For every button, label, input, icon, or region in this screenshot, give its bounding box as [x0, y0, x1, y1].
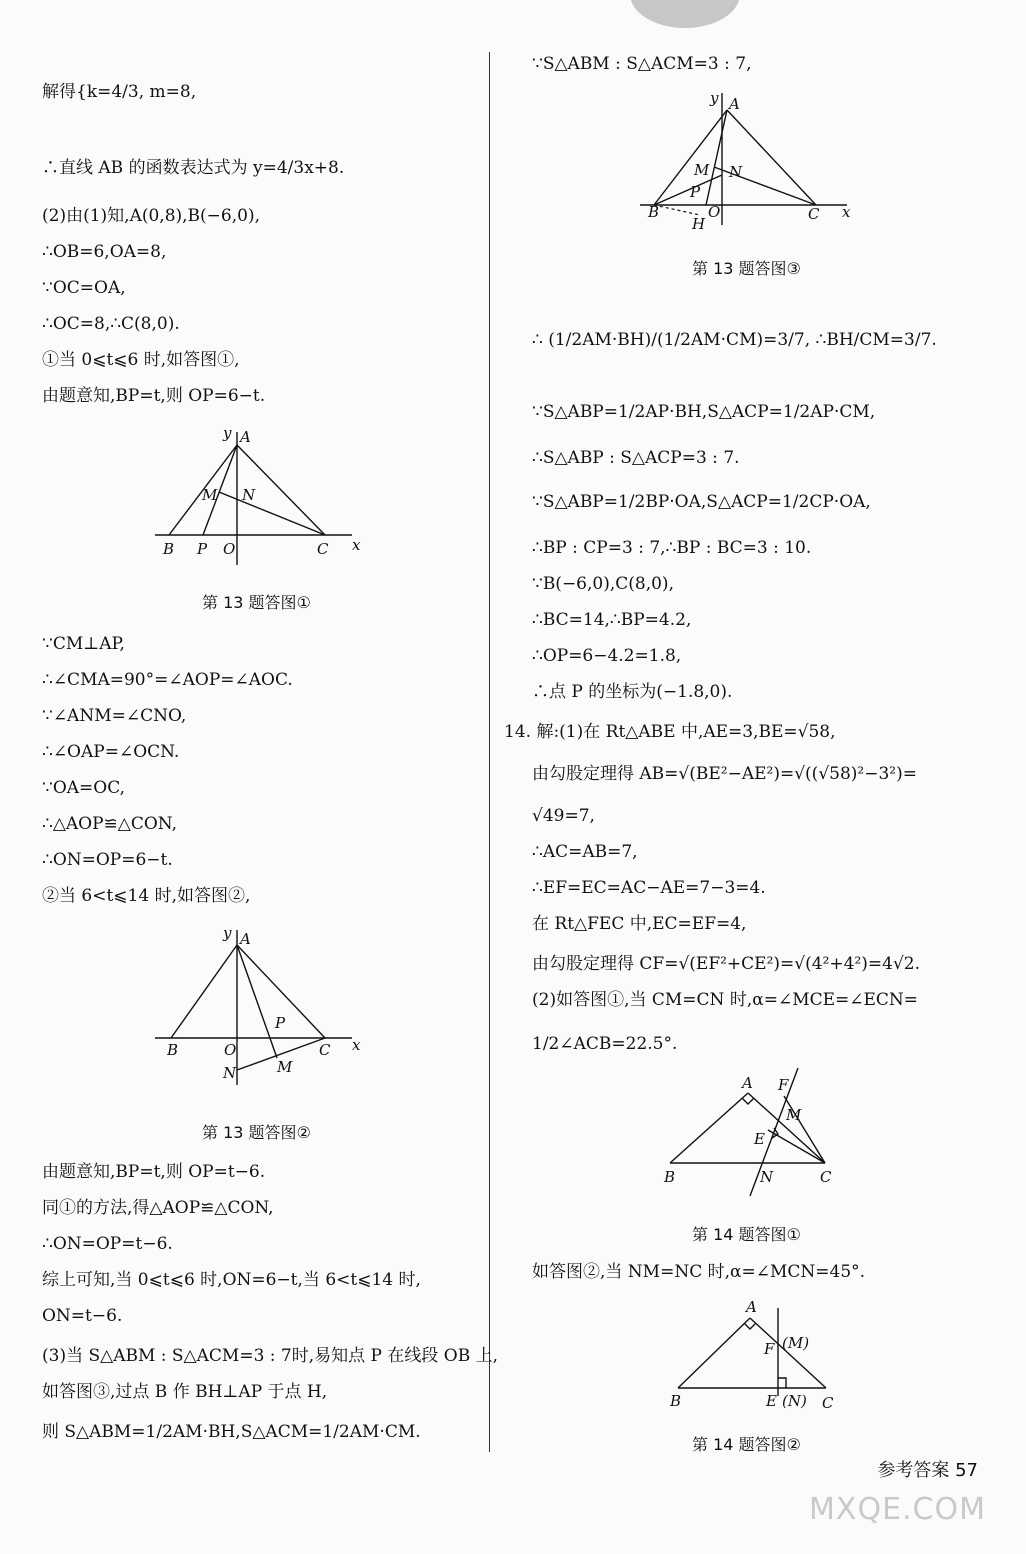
- label-A: A: [240, 428, 251, 446]
- label-A: A: [742, 1074, 753, 1092]
- text-line: ∴OC=8,∴C(8,0).: [42, 314, 180, 334]
- top-decoration: [630, 0, 740, 28]
- label-N: N: [242, 486, 256, 504]
- figure-14-1: [660, 1068, 860, 1198]
- text-line: ①当 0⩽t⩽6 时,如答图①,: [42, 350, 240, 370]
- text-line: ∴AC=AB=7,: [532, 842, 638, 862]
- text-line: ∴S△ABP : S△ACP=3 : 7.: [532, 448, 740, 468]
- text-line: ∵OA=OC,: [42, 778, 126, 798]
- text-line: √49=7,: [532, 806, 595, 826]
- label-C: C: [820, 1168, 832, 1186]
- label-C: C: [822, 1394, 834, 1412]
- text-line: 由题意知,BP=t,则 OP=t−6.: [42, 1162, 266, 1182]
- label-B: B: [670, 1392, 682, 1410]
- text-line: ∴点 P 的坐标为(−1.8,0).: [532, 682, 733, 702]
- text-line: 同①的方法,得△AOP≌△CON,: [42, 1198, 274, 1218]
- label-H: H: [692, 215, 706, 233]
- text-line: ∴ON=OP=6−t.: [42, 850, 173, 870]
- label-B: B: [648, 203, 660, 221]
- text-line: ∴∠CMA=90°=∠AOP=∠AOC.: [42, 670, 293, 690]
- text-line: 则 S△ABM=1/2AM·BH,S△ACM=1/2AM·CM.: [42, 1422, 421, 1442]
- text-line: 在 Rt△FEC 中,EC=EF=4,: [532, 914, 747, 934]
- page-footer: 参考答案 57: [877, 1460, 978, 1481]
- caption: 第 13 题答图①: [202, 593, 311, 612]
- label-x: x: [842, 203, 851, 221]
- text-line: 由勾股定理得 CF=√(EF²+CE²)=√(4²+4²)=4√2.: [532, 954, 921, 974]
- label-P: P: [690, 183, 701, 201]
- text-line: ∵S△ABP=1/2AP·BH,S△ACP=1/2AP·CM,: [532, 402, 876, 422]
- text-line: 如答图②,当 NM=NC 时,α=∠MCN=45°.: [532, 1262, 866, 1282]
- text-line: ∵B(−6,0),C(8,0),: [532, 574, 674, 594]
- label-x: x: [352, 536, 361, 554]
- label-P: P: [197, 540, 208, 558]
- text-line: ∴BP : CP=3 : 7,∴BP : BC=3 : 10.: [532, 538, 812, 558]
- label-A: A: [240, 930, 251, 948]
- label-N: N: [223, 1064, 237, 1082]
- label-y: y: [223, 924, 232, 942]
- text-line: ∵OC=OA,: [42, 278, 126, 298]
- text-line: ∴ (1/2AM·BH)/(1/2AM·CM)=3/7, ∴BH/CM=3/7.: [532, 330, 937, 350]
- text-line: ∴OB=6,OA=8,: [42, 242, 167, 262]
- label-M: (M): [782, 1334, 810, 1352]
- label-N: N: [729, 163, 743, 181]
- text-line: ∴直线 AB 的函数表达式为 y=4/3x+8.: [42, 158, 345, 178]
- label-C: C: [808, 205, 820, 223]
- text-line: ②当 6<t⩽14 时,如答图②,: [42, 886, 251, 906]
- figure-13-3: [632, 85, 872, 235]
- text-line: 如答图③,过点 B 作 BH⊥AP 于点 H,: [42, 1382, 328, 1402]
- text-line: ∵CM⊥AP,: [42, 634, 125, 654]
- label-A: A: [746, 1298, 757, 1316]
- label-M: M: [694, 161, 710, 179]
- watermark: MXQE.COM: [809, 1492, 986, 1527]
- text-line: 1/2∠ACB=22.5°.: [532, 1034, 678, 1054]
- text-line: (3)当 S△ABM : S△ACM=3 : 7时,易知点 P 在线段 OB 上,: [42, 1346, 499, 1366]
- text-line: ∵S△ABP=1/2BP·OA,S△ACP=1/2CP·OA,: [532, 492, 871, 512]
- caption: 第 13 题答图③: [692, 259, 801, 278]
- text-line: ∴∠OAP=∠OCN.: [42, 742, 180, 762]
- label-y: y: [710, 89, 719, 107]
- label-M: M: [786, 1106, 802, 1124]
- text-line: ∴BC=14,∴BP=4.2,: [532, 610, 692, 630]
- text-line: 14. 解:(1)在 Rt△ABE 中,AE=3,BE=√58,: [504, 722, 836, 742]
- caption: 第 14 题答图②: [692, 1435, 801, 1454]
- text-line: ∴OP=6−4.2=1.8,: [532, 646, 682, 666]
- text-line: ∵S△ABM : S△ACM=3 : 7,: [532, 54, 752, 74]
- text-line: 解得{k=4/3, m=8,: [42, 82, 197, 102]
- label-N: N: [760, 1168, 774, 1186]
- label-A: A: [729, 95, 740, 113]
- text-line: 由题意知,BP=t,则 OP=6−t.: [42, 386, 266, 406]
- figure-14-2: [670, 1296, 850, 1416]
- figure-13-2: [147, 920, 377, 1090]
- caption: 第 14 题答图①: [692, 1225, 801, 1244]
- text-line: 由勾股定理得 AB=√(BE²−AE²)=√((√58)²−3²)=: [532, 764, 917, 784]
- label-E: E: [766, 1392, 777, 1410]
- label-x: x: [352, 1036, 361, 1054]
- label-O: O: [224, 1041, 237, 1059]
- caption: 第 13 题答图②: [202, 1123, 311, 1142]
- text-line: (2)由(1)知,A(0,8),B(−6,0),: [42, 206, 260, 226]
- text-line: ∴ON=OP=t−6.: [42, 1234, 173, 1254]
- label-C: C: [317, 540, 329, 558]
- label-F: F: [778, 1076, 789, 1094]
- label-O: O: [223, 540, 236, 558]
- label-O: O: [708, 203, 721, 221]
- label-M: M: [202, 486, 218, 504]
- label-P: P: [275, 1014, 286, 1032]
- text-line: ∴EF=EC=AC−AE=7−3=4.: [532, 878, 766, 898]
- text-line: (2)如答图①,当 CM=CN 时,α=∠MCE=∠ECN=: [532, 990, 919, 1010]
- column-divider: [489, 52, 490, 1452]
- label-E: E: [754, 1130, 765, 1148]
- text-line: 综上可知,当 0⩽t⩽6 时,ON=6−t,当 6<t⩽14 时,: [42, 1270, 421, 1290]
- label-B: B: [664, 1168, 676, 1186]
- label-F: F: [764, 1340, 775, 1358]
- label-B: B: [163, 540, 175, 558]
- label-C: C: [319, 1041, 331, 1059]
- label-N: (N): [782, 1392, 807, 1410]
- text-line: ON=t−6.: [42, 1306, 123, 1326]
- text-line: ∵∠ANM=∠CNO,: [42, 706, 187, 726]
- label-y: y: [223, 424, 232, 442]
- label-M: M: [277, 1058, 293, 1076]
- label-B: B: [167, 1041, 179, 1059]
- figure-13-1: [147, 420, 377, 570]
- text-line: ∴△AOP≌△CON,: [42, 814, 177, 834]
